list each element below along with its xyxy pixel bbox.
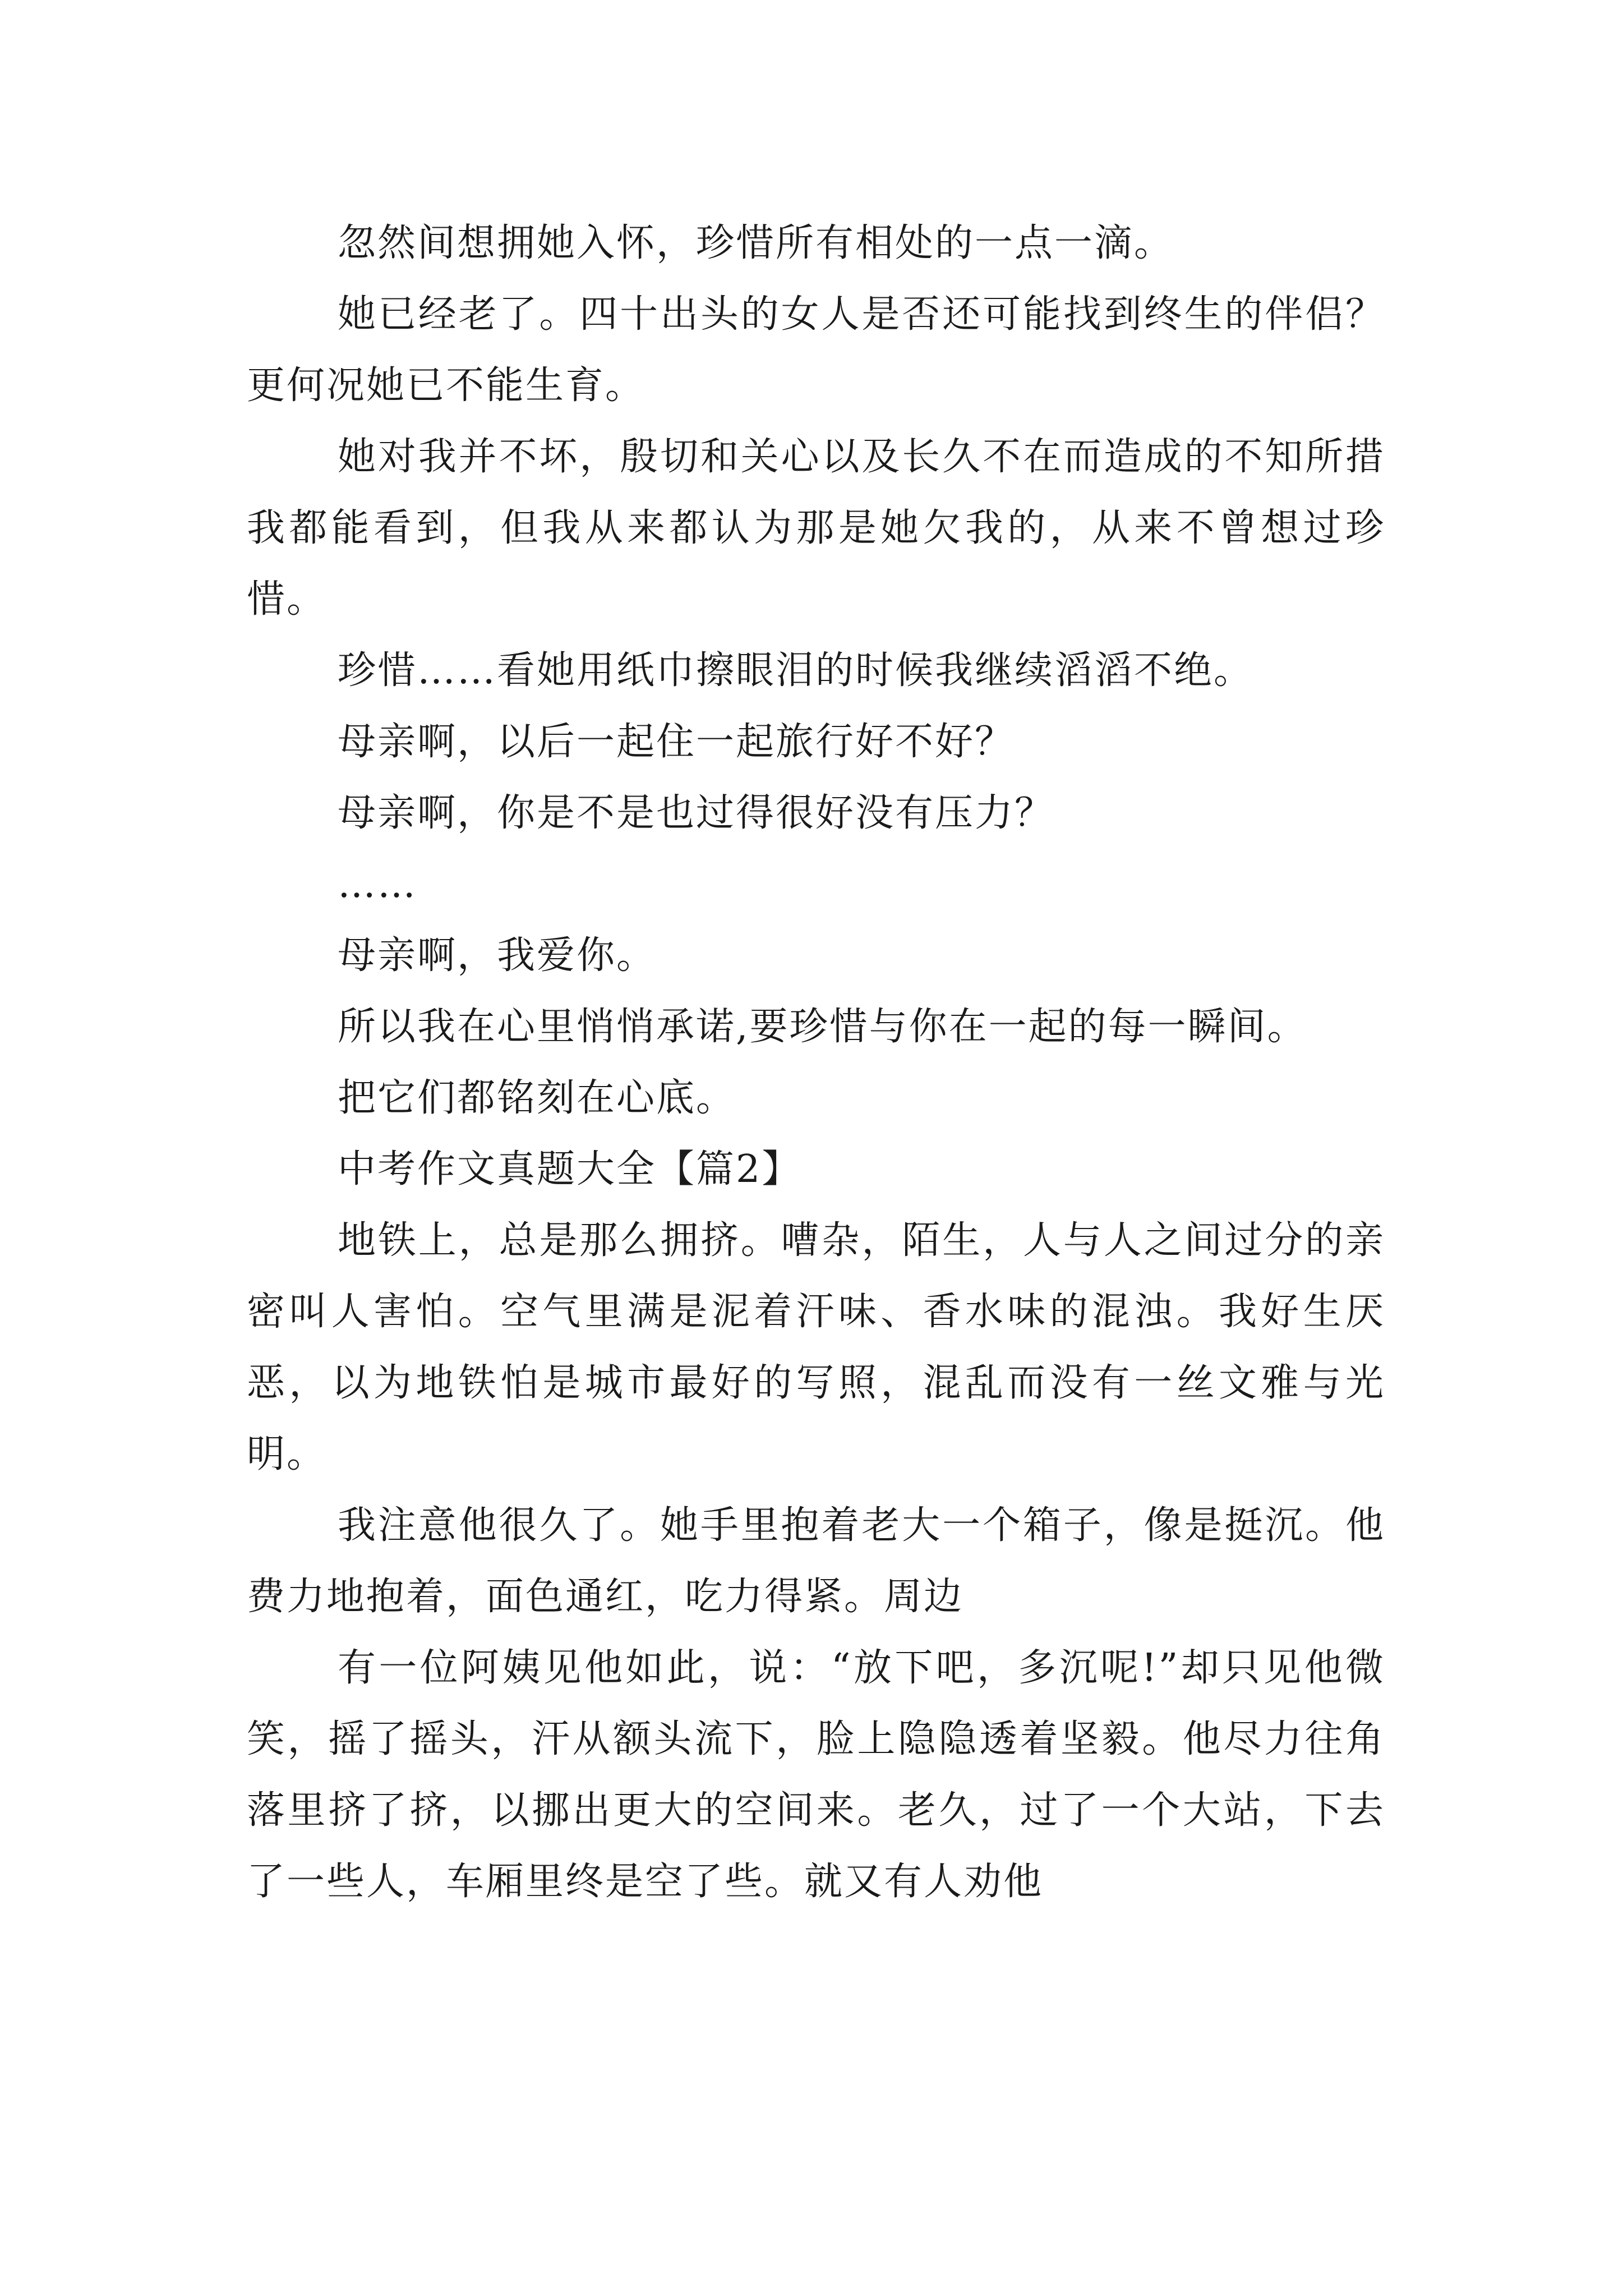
- paragraph: 珍惜……看她用纸巾擦眼泪的时候我继续滔滔不绝。: [338, 648, 1254, 693]
- paragraph: 我注意他很久了。她手里抱着老大一个箱子，像是挺沉。他费力地抱着，面色通红，吃力得紧。周边: [247, 1503, 1385, 1619]
- paragraph: 母亲啊，我爱你。: [338, 933, 657, 978]
- paragraph: 地铁上，总是那么拥挤。嘈杂，陌生，人与人之间过分的亲密叫人害怕。空气里满是泥着汗味、香水味的混浊。我好生厌恶，以为地铁怕是城市最好的写照，混乱而没有一丝文雅与光明。: [247, 1218, 1385, 1476]
- paragraph: 她对我并不坏，殷切和关心以及长久不在而造成的不知所措我都能看到，但我从来都认为那是她欠我的，从来不曾想过珍惜。: [247, 435, 1385, 622]
- paragraph: 母亲啊，你是不是也过得很好没有压力？: [338, 791, 1055, 835]
- paragraph: 忽然间想拥她入怀，珍惜所有相处的一点一滴。: [338, 221, 1174, 265]
- paragraph: 所以我在心里悄悄承诺,要珍惜与你在一起的每一瞬间。: [338, 1005, 1307, 1049]
- paragraph: ……: [338, 862, 417, 907]
- paragraph: 把它们都铭刻在心底。: [338, 1076, 736, 1120]
- section-heading: 中考作文真题大全【篇2】: [338, 1147, 802, 1191]
- paragraph: 她已经老了。四十出头的女人是否还可能找到终生的伴侣？更何况她已不能生育。: [247, 292, 1385, 408]
- paragraph: 有一位阿姨见他如此，说：“放下吧，多沉呢!”却只见他微笑，摇了摇头，汗从额头流下，脸上隐隐透着坚毅。他尽力往角落里挤了挤，以挪出更大的空间来。老久，过了一个大站，下去了一些人，车厢里终是空了些。就又有人劝他: [247, 1646, 1385, 1904]
- document-body: [247, 208, 1385, 1917]
- paragraph: 母亲啊，以后一起住一起旅行好不好？: [338, 720, 1015, 764]
